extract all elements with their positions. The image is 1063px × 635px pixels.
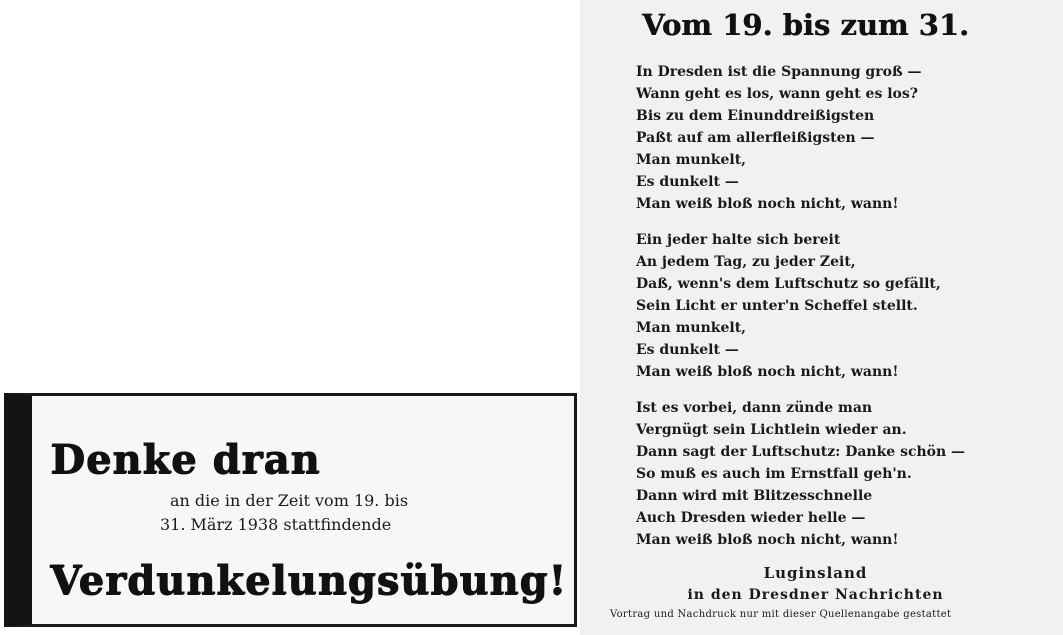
poem-line: Dann sagt der Luftschutz: Danke schön —	[636, 444, 966, 460]
poem-clipping	[580, 0, 1063, 635]
notice-line-1: an die in der Zeit vom 19. bis	[170, 491, 409, 510]
poem-reprint-note: Vortrag und Nachdruck nur mit dieser Quellenangabe gestattet	[610, 609, 952, 620]
poem-line: Bis zu dem Einunddreißigsten	[636, 108, 875, 124]
poem-line: Man munkelt,	[636, 320, 747, 336]
poem-stanza-1	[636, 61, 921, 215]
poem-signature: Luginsland	[763, 564, 868, 582]
poem-line: Dann wird mit Blitzesschnelle	[636, 488, 873, 504]
blackout-notice	[4, 393, 577, 627]
poem-stanza-3	[636, 397, 965, 551]
poem-line: Ein jeder halte sich bereit	[636, 232, 841, 248]
poem-line: Es dunkelt —	[636, 342, 739, 358]
poem-line: Sein Licht er unter'n Scheffel stellt.	[636, 298, 918, 314]
notice-line-2: 31. März 1938 stattfindende	[160, 515, 392, 534]
poem-line: Es dunkelt —	[636, 174, 739, 190]
poem-line: So muß es auch im Ernstfall geh'n.	[636, 466, 912, 482]
poem-title: Vom 19. bis zum 31.	[642, 8, 970, 42]
poem-line: Man weiß bloß noch nicht, wann!	[636, 196, 899, 212]
poem-source: in den Dresdner Nachrichten	[687, 587, 944, 603]
poem-line: Man weiß bloß noch nicht, wann!	[636, 532, 899, 548]
poem-line: In Dresden ist die Spannung groß —	[636, 64, 922, 80]
poem-line: Wann geht es los, wann geht es los?	[636, 86, 918, 102]
poem-line: Man munkelt,	[636, 152, 747, 168]
poem-line: Ist es vorbei, dann zünde man	[636, 400, 873, 416]
poem-line: Auch Dresden wieder helle —	[636, 510, 866, 526]
poem-line: An jedem Tag, zu jeder Zeit,	[636, 254, 856, 270]
poem-stanza-2	[636, 229, 941, 383]
poem-line: Paßt auf am allerfleißigsten —	[636, 130, 875, 146]
poem-line: Man weiß bloß noch nicht, wann!	[636, 364, 899, 380]
notice-heading: Denke dran	[50, 436, 321, 483]
notice-body	[160, 489, 409, 537]
notice-emphasis: Verdunkelungsübung!	[50, 557, 567, 604]
poem-line: Daß, wenn's dem Luftschutz so gefällt,	[636, 276, 941, 292]
poem-line: Vergnügt sein Lichtlein wieder an.	[636, 422, 907, 438]
